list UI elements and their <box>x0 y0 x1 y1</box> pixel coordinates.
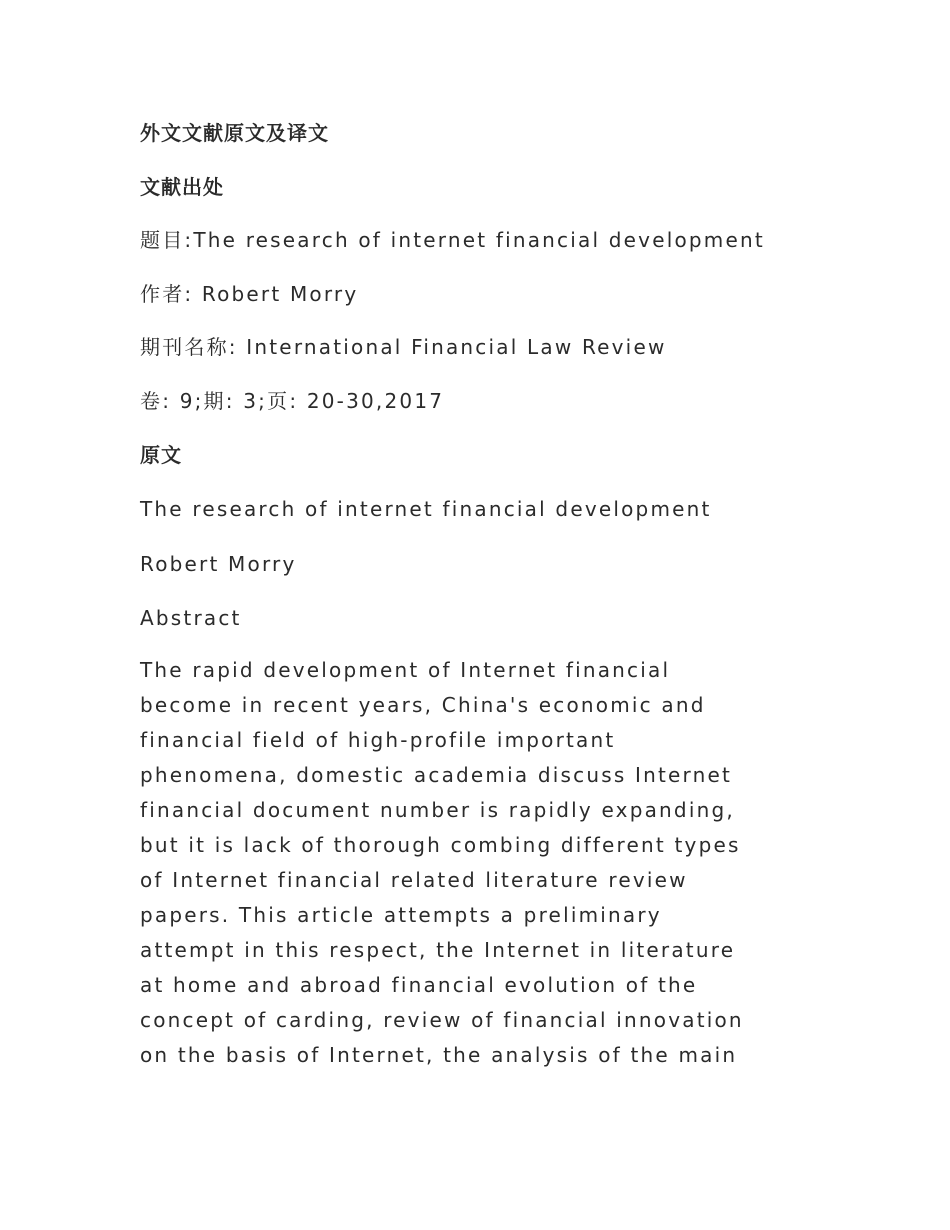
title-line: 题目:The research of internet financial development <box>140 228 765 252</box>
source-heading: 文献出处 <box>140 175 224 199</box>
abstract-line: at home and abroad financial evolution of the <box>140 973 698 997</box>
abstract-line: papers. This article attempts a preliminary <box>140 903 662 927</box>
section-title: 外文文献原文及译文 <box>140 121 329 145</box>
abstract-line: The rapid development of Internet financial <box>140 658 671 682</box>
abstract-line: financial field of high-profile important <box>140 728 616 752</box>
abstract-line: concept of carding, review of financial innovation <box>140 1008 744 1032</box>
abstract-line: financial document number is rapidly expanding, <box>140 798 735 822</box>
paper-author: Robert Morry <box>140 552 297 576</box>
original-heading: 原文 <box>140 443 182 467</box>
journal-line: 期刊名称: International Financial Law Review <box>140 335 667 359</box>
abstract-paragraph <box>140 653 744 1073</box>
abstract-line: attempt in this respect, the Internet in literature <box>140 938 736 962</box>
author-line: 作者: Robert Morry <box>140 282 359 306</box>
volume-line: 卷: 9;期: 3;页: 20-30,2017 <box>140 389 445 413</box>
abstract-line: on the basis of Internet, the analysis of the main <box>140 1043 738 1067</box>
abstract-line: of Internet financial related literature review <box>140 868 688 892</box>
abstract-heading: Abstract <box>140 606 242 630</box>
abstract-line: but it is lack of thorough combing different types <box>140 833 741 857</box>
abstract-line: become in recent years, China's economic and <box>140 693 706 717</box>
abstract-line: phenomena, domestic academia discuss Internet <box>140 763 733 787</box>
paper-title: The research of internet financial development <box>140 497 712 521</box>
